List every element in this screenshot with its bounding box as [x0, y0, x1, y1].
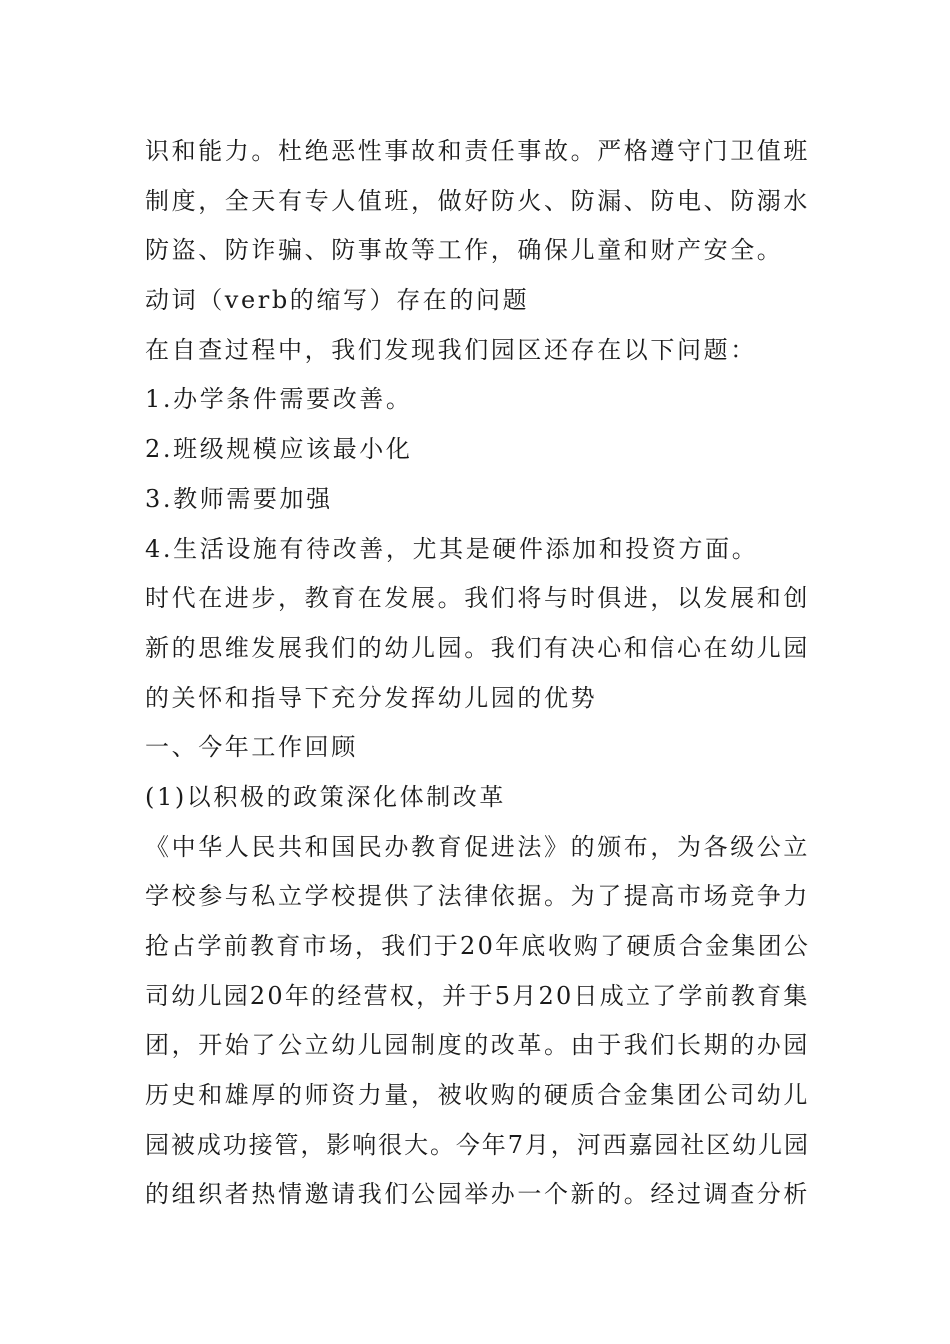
text-line: 的关怀和指导下充分发挥幼儿园的优势	[145, 683, 598, 712]
list-item: 2.班级规模应该最小化	[145, 435, 413, 464]
text-line: 的组织者热情邀请我们公园举办一个新的。经过调查分析	[145, 1180, 810, 1209]
text-line: 制度，全天有专人值班，做好防火、防漏、防电、防溺水	[145, 186, 810, 215]
section-heading: 一、今年工作回顾	[145, 733, 358, 762]
text-line: 司幼儿园20年的经营权，并于5月20日成立了学前教育集	[145, 981, 810, 1010]
list-item: 1.办学条件需要改善。	[145, 385, 413, 414]
document-body	[145, 127, 810, 1220]
list-item: 3.教师需要加强	[145, 484, 333, 513]
text-line: 《中华人民共和国民办教育促进法》的颁布，为各级公立	[145, 832, 810, 861]
text-line: 园被成功接管，影响很大。今年7月，河西嘉园社区幼儿园	[145, 1130, 810, 1159]
text-line: 历史和雄厚的师资力量，被收购的硬质合金集团公司幼儿	[145, 1081, 810, 1110]
subsection-heading: (1)以积极的政策深化体制改革	[145, 782, 506, 811]
text-line: 时代在进步，教育在发展。我们将与时俱进，以发展和创	[145, 584, 810, 613]
text-line: 学校参与私立学校提供了法律依据。为了提高市场竞争力	[145, 882, 810, 911]
list-item: 4.生活设施有待改善，尤其是硬件添加和投资方面。	[145, 534, 759, 563]
text-line: 团，开始了公立幼儿园制度的改革。由于我们长期的办园	[145, 1031, 810, 1060]
text-line: 识和能力。杜绝恶性事故和责任事故。严格遵守门卫值班	[145, 137, 810, 165]
text-line: 新的思维发展我们的幼儿园。我们有决心和信心在幼儿园	[145, 633, 810, 662]
text-line: 抢占学前教育市场，我们于20年底收购了硬质合金集团公	[145, 932, 811, 960]
text-line: 在自查过程中，我们发现我们园区还存在以下问题：	[145, 335, 757, 364]
text-line: 防盗、防诈骗、防事故等工作，确保儿童和财产安全。	[145, 236, 784, 265]
section-heading: 动词（verb的缩写）存在的问题	[145, 286, 530, 315]
